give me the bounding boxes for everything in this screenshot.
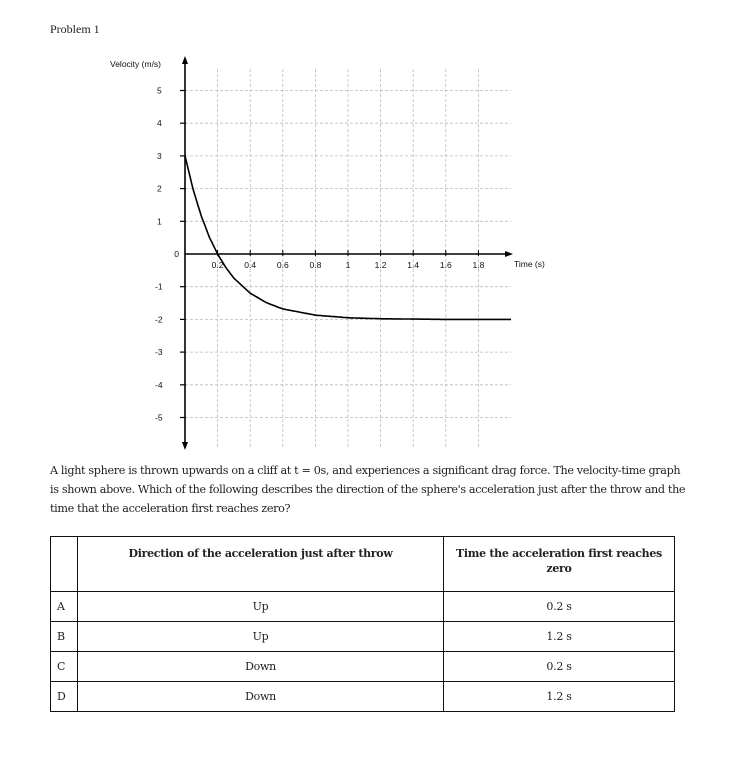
y-tick-label: 1 [157,216,162,227]
question-text: A light sphere is thrown upwards on a cliff at t = 0s, and experiences a significant drag force. The velocity-time graph is shown above. Which of the following describes the direction of the sphere's acceleration just after the throw and the time that the acceleration first reaches zero? [50,464,686,515]
x-tick-label: 1.4 [407,260,420,270]
y-tick-label: -5 [155,412,163,423]
y-tick-label: 0 [174,249,179,259]
option-row-b [51,622,675,652]
y-axis-label: Velocity (m/s) [110,59,162,69]
option-label: A [51,592,78,622]
x-tick-label: 0.8 [309,260,322,270]
option-direction: Up [78,622,444,652]
option-row-c [51,652,675,682]
x-tick-label: 1.6 [439,260,452,270]
option-direction: Down [78,652,444,682]
y-tick-label: 4 [157,118,162,129]
y-tick-label: 3 [157,150,162,161]
x-axis-arrow [505,251,513,257]
option-label: C [51,652,78,682]
option-time: 1.2 s [444,622,675,652]
x-tick-label: 0.2 [211,260,224,270]
header-time: Time the acceleration first reaches zero [444,537,675,592]
option-time: 0.2 s [444,592,675,622]
x-tick-label: 1.8 [472,260,485,270]
y-tick-label: -2 [155,314,163,325]
header-blank [51,537,78,592]
option-label: D [51,682,78,712]
x-tick-label: 0.4 [244,260,257,270]
y-tick-label: 5 [157,85,162,96]
table-header-row [51,537,675,592]
y-tick-label: 2 [157,183,162,194]
x-tick-label: 1.2 [374,260,387,270]
x-tick-label: 0.6 [276,260,289,270]
answer-table [50,536,675,712]
option-time: 1.2 s [444,682,675,712]
option-direction: Up [78,592,444,622]
x-tick-label: 1 [345,260,351,270]
option-direction: Down [78,682,444,712]
grid [185,69,511,447]
y-tick-label: -1 [155,281,163,292]
y-tick-label: -3 [155,347,163,358]
problem-title: Problem 1 [50,22,100,36]
option-row-d [51,682,675,712]
option-row-a [51,592,675,622]
option-label: B [51,622,78,652]
option-time: 0.2 s [444,652,675,682]
header-direction: Direction of the acceleration just after throw [78,537,444,592]
x-axis-label: Time (s) [514,259,545,269]
y-tick-label: -4 [155,379,163,390]
